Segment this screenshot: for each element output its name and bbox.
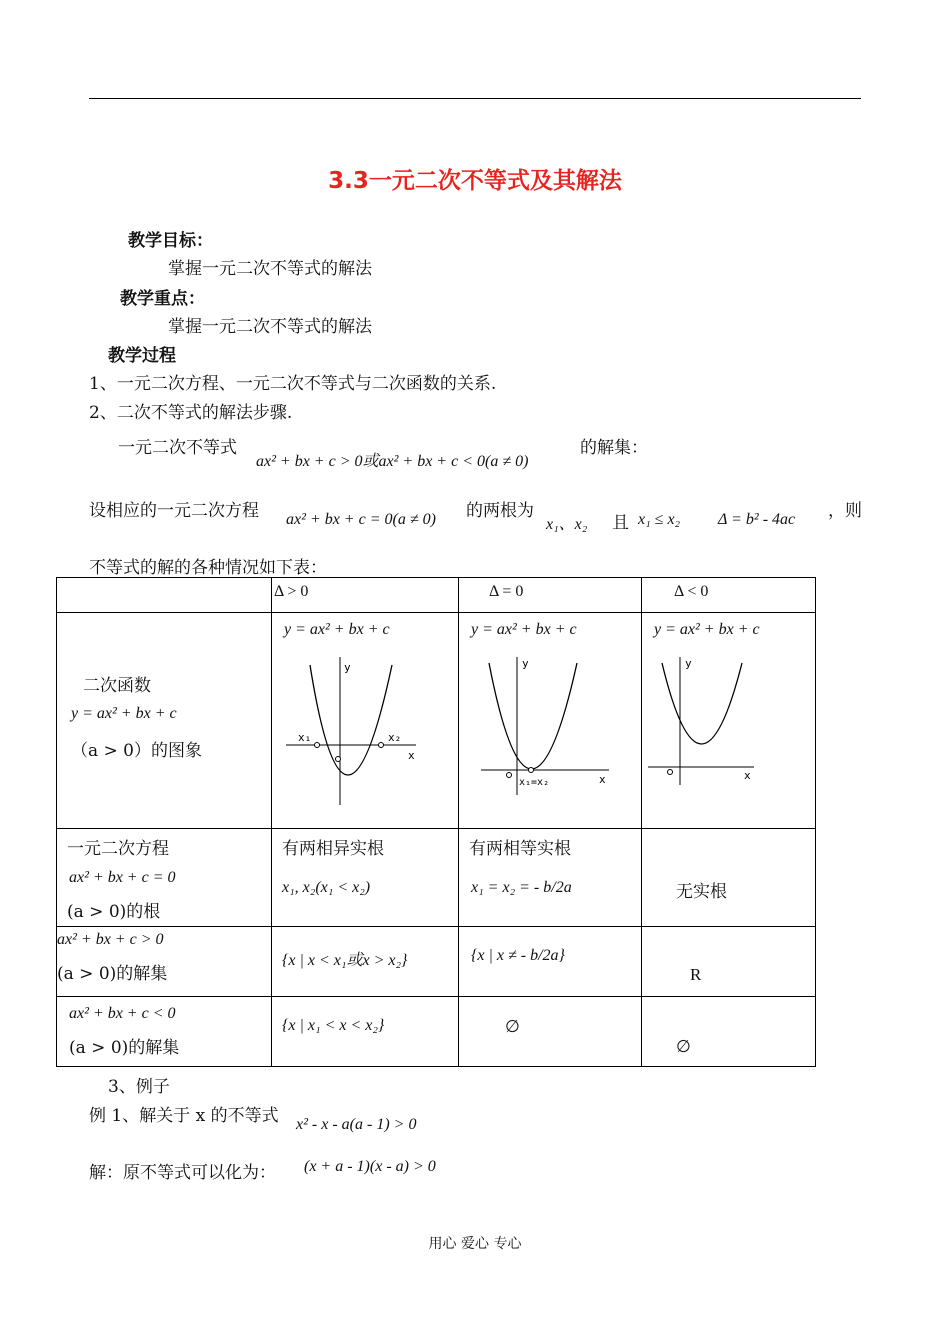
focus-label: 教学重点： bbox=[120, 289, 205, 309]
head-delta-negative: Δ < 0 bbox=[674, 583, 709, 600]
table-intro: 不等式的解的各种情况如下表： bbox=[89, 558, 327, 578]
graph-expr-2: y = ax² + bx + c bbox=[471, 621, 577, 638]
graph-expr-1: y = ax² + bx + c bbox=[284, 621, 390, 638]
ineq-suffix: 的解集： bbox=[580, 438, 648, 458]
roots-two-equal-math: x₁ = x₂ = - b/2a bbox=[471, 879, 572, 896]
parabola-graph-no-root bbox=[648, 655, 788, 805]
roots-two-distinct-math: x₁, x₂(x₁ < x₂) bbox=[282, 879, 371, 896]
graph-expr-3: y = ax² + bx + c bbox=[654, 621, 760, 638]
process-label: 教学过程 bbox=[108, 346, 176, 366]
gt-cond: (a > 0)的解集 bbox=[57, 964, 168, 984]
func-expr: y = ax² + bx + c bbox=[71, 705, 177, 722]
lt-expr: ax² + bx + c < 0 bbox=[69, 1005, 176, 1022]
graph-x1-label: x₁ bbox=[298, 731, 312, 744]
gt-sol-1: {x | x < x₁或x > x₂} bbox=[282, 952, 408, 969]
graph2-y-label: y bbox=[522, 657, 529, 670]
parabola-graph-double-root bbox=[479, 655, 619, 805]
graph-x-label: x bbox=[408, 749, 415, 762]
example-1-expr: x² - x - a(a - 1) > 0 bbox=[296, 1116, 417, 1133]
let-end: ，则 bbox=[828, 501, 862, 521]
page-title: 3.3一元二次不等式及其解法 bbox=[328, 168, 622, 194]
gt-expr: ax² + bx + c > 0 bbox=[57, 931, 164, 948]
let-order: x₁ ≤ x₂ bbox=[638, 511, 681, 528]
goal-text: 掌握一元二次不等式的解法 bbox=[168, 259, 372, 279]
graph3-y-label: y bbox=[685, 657, 692, 670]
lt-sol-2: ∅ bbox=[505, 1017, 520, 1037]
let-x: x₁、x₂ bbox=[546, 516, 588, 533]
solution-expr: (x + a - 1)(x - a) > 0 bbox=[304, 1158, 436, 1175]
func-cond: （a > 0）的图象 bbox=[71, 741, 203, 761]
func-label: 二次函数 bbox=[83, 676, 151, 696]
example-1-text: 例 1、解关于 x 的不等式 bbox=[89, 1106, 279, 1126]
item-2: 2、二次不等式的解法步骤. bbox=[89, 403, 293, 423]
lt-sol-1: {x | x₁ < x < x₂} bbox=[282, 1017, 385, 1034]
eq-label: 一元二次方程 bbox=[67, 839, 169, 859]
eq-cond: (a > 0)的根 bbox=[67, 902, 161, 922]
eq-expr: ax² + bx + c = 0 bbox=[69, 869, 176, 886]
head-delta-positive: Δ > 0 bbox=[274, 583, 309, 600]
head-delta-zero: Δ = 0 bbox=[489, 583, 524, 600]
let-equation: ax² + bx + c = 0(a ≠ 0) bbox=[286, 511, 436, 528]
header-rule bbox=[89, 98, 861, 99]
let-roots: 的两根为 bbox=[466, 501, 534, 521]
examples-header: 3、例子 bbox=[108, 1077, 170, 1097]
roots-two-distinct: 有两相异实根 bbox=[282, 839, 384, 859]
parabola-graph-two-roots bbox=[286, 655, 426, 805]
let-delta: Δ = b² - 4ac bbox=[718, 511, 796, 528]
graph-y-label: y bbox=[344, 661, 351, 674]
item-1: 1、一元二次方程、一元二次不等式与二次函数的关系. bbox=[89, 374, 497, 394]
gt-sol-2: {x | x ≠ - b/2a} bbox=[471, 947, 565, 964]
gt-sol-3: R bbox=[690, 965, 702, 984]
graph-x2-label: x₂ bbox=[388, 731, 402, 744]
ineq-expr: ax² + bx + c > 0或ax² + bx + c < 0(a ≠ 0) bbox=[256, 453, 529, 470]
focus-text: 掌握一元二次不等式的解法 bbox=[168, 317, 372, 337]
graph3-x-label: x bbox=[744, 769, 751, 782]
goal-label: 教学目标： bbox=[128, 231, 213, 251]
lt-cond: (a > 0)的解集 bbox=[69, 1038, 180, 1058]
solution-table bbox=[56, 577, 816, 1067]
graph2-x-label: x bbox=[599, 773, 606, 786]
page-footer: 用心 爱心 专心 bbox=[428, 1236, 522, 1252]
solution-text: 解：原不等式可以化为： bbox=[89, 1163, 276, 1183]
graph2-x1x2-label: x₁=x₂ bbox=[519, 777, 550, 788]
ineq-intro: 一元二次不等式 bbox=[118, 438, 237, 458]
lt-sol-3: ∅ bbox=[676, 1037, 691, 1057]
let-intro: 设相应的一元二次方程 bbox=[89, 501, 259, 521]
roots-none: 无实根 bbox=[676, 882, 727, 902]
roots-two-equal: 有两相等实根 bbox=[469, 839, 571, 859]
let-qie: 且 bbox=[612, 513, 629, 533]
